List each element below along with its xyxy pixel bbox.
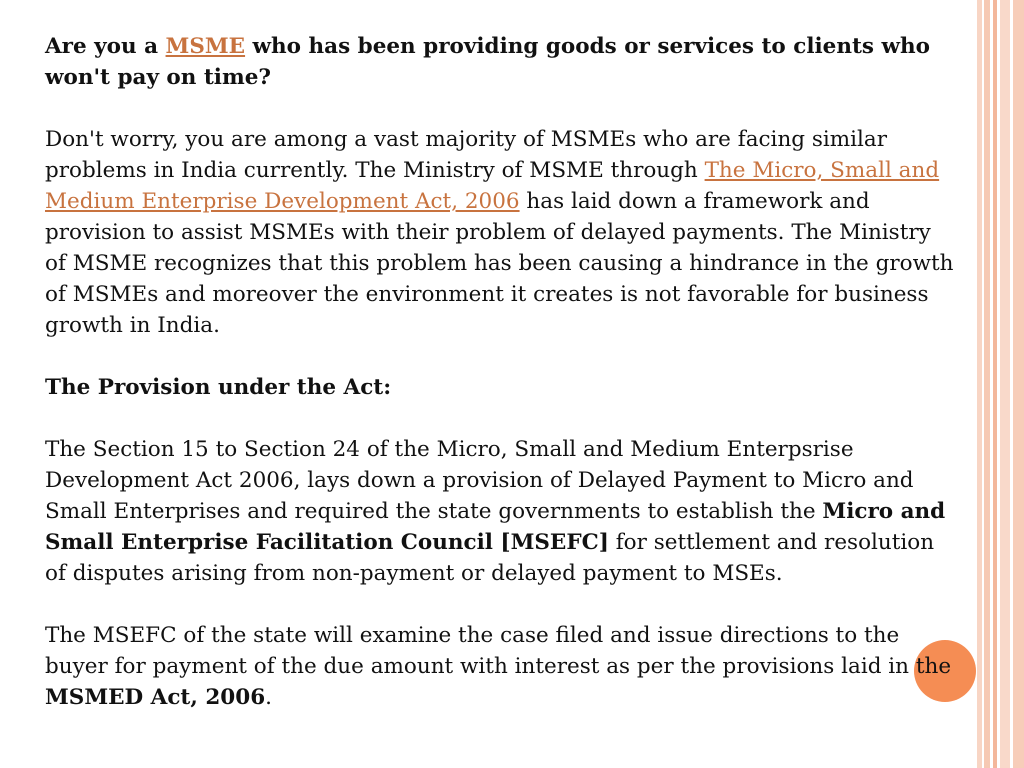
slide-content	[45, 31, 955, 713]
paragraph-gap	[45, 93, 955, 124]
msmed-act-link[interactable]: The Micro, Small and Medium Enterprise Development Act, 2006	[45, 158, 940, 214]
paragraph-msefc	[45, 620, 955, 713]
overview-text-1: Don't worry, you are among a vast majority of MSMEs who are facing similar problems in India currently. The Ministry of MSME through	[45, 127, 888, 183]
provision-text-2: for settlement and resolution of disputes arising from non-payment or delayed payment to MSEs.	[45, 530, 935, 586]
intro-text-after: who has been providing goods or services to clients who won't pay on time?	[45, 34, 930, 90]
decorative-stripe	[984, 0, 990, 768]
msefc-text-2: .	[265, 685, 272, 710]
paragraph-overview	[45, 124, 955, 341]
msefc-name: Micro and Small Enterprise Facilitation Council [MSEFC]	[45, 499, 946, 555]
paragraph-gap	[45, 589, 955, 620]
paragraph-gap	[45, 341, 955, 372]
intro-question	[45, 31, 955, 93]
decorative-stripe	[993, 0, 997, 768]
msefc-text-1: The MSEFC of the state will examine the case filed and issue directions to the buyer for payment of the due amount with interest as per the provisions laid in the	[45, 623, 952, 679]
overview-text-2: has laid down a framework and provision to assist MSMEs with their problem of delayed payments. The Ministry of MSME recognizes that this problem has been causing a hindrance in the growth of MSMEs and moreover the environment it creates is not favorable for business growth in India.	[45, 189, 954, 338]
decorative-stripe	[1000, 0, 1010, 768]
provision-text-1: The Section 15 to Section 24 of the Micro, Small and Medium Enterpsrise Development Act 2006, lays down a provision of Delayed Payment to Micro and Small Enterprises and required the state governments to establish the	[45, 437, 914, 524]
paragraph-provision	[45, 434, 955, 589]
decorative-stripe	[1013, 0, 1024, 768]
paragraph-gap	[45, 403, 955, 434]
msme-link[interactable]: MSME	[165, 34, 246, 59]
section-heading: The Provision under the Act:	[45, 375, 392, 400]
decorative-stripe	[977, 0, 982, 768]
msmed-act-name: MSMED Act, 2006	[45, 685, 266, 710]
intro-text-before: Are you a	[45, 34, 166, 59]
